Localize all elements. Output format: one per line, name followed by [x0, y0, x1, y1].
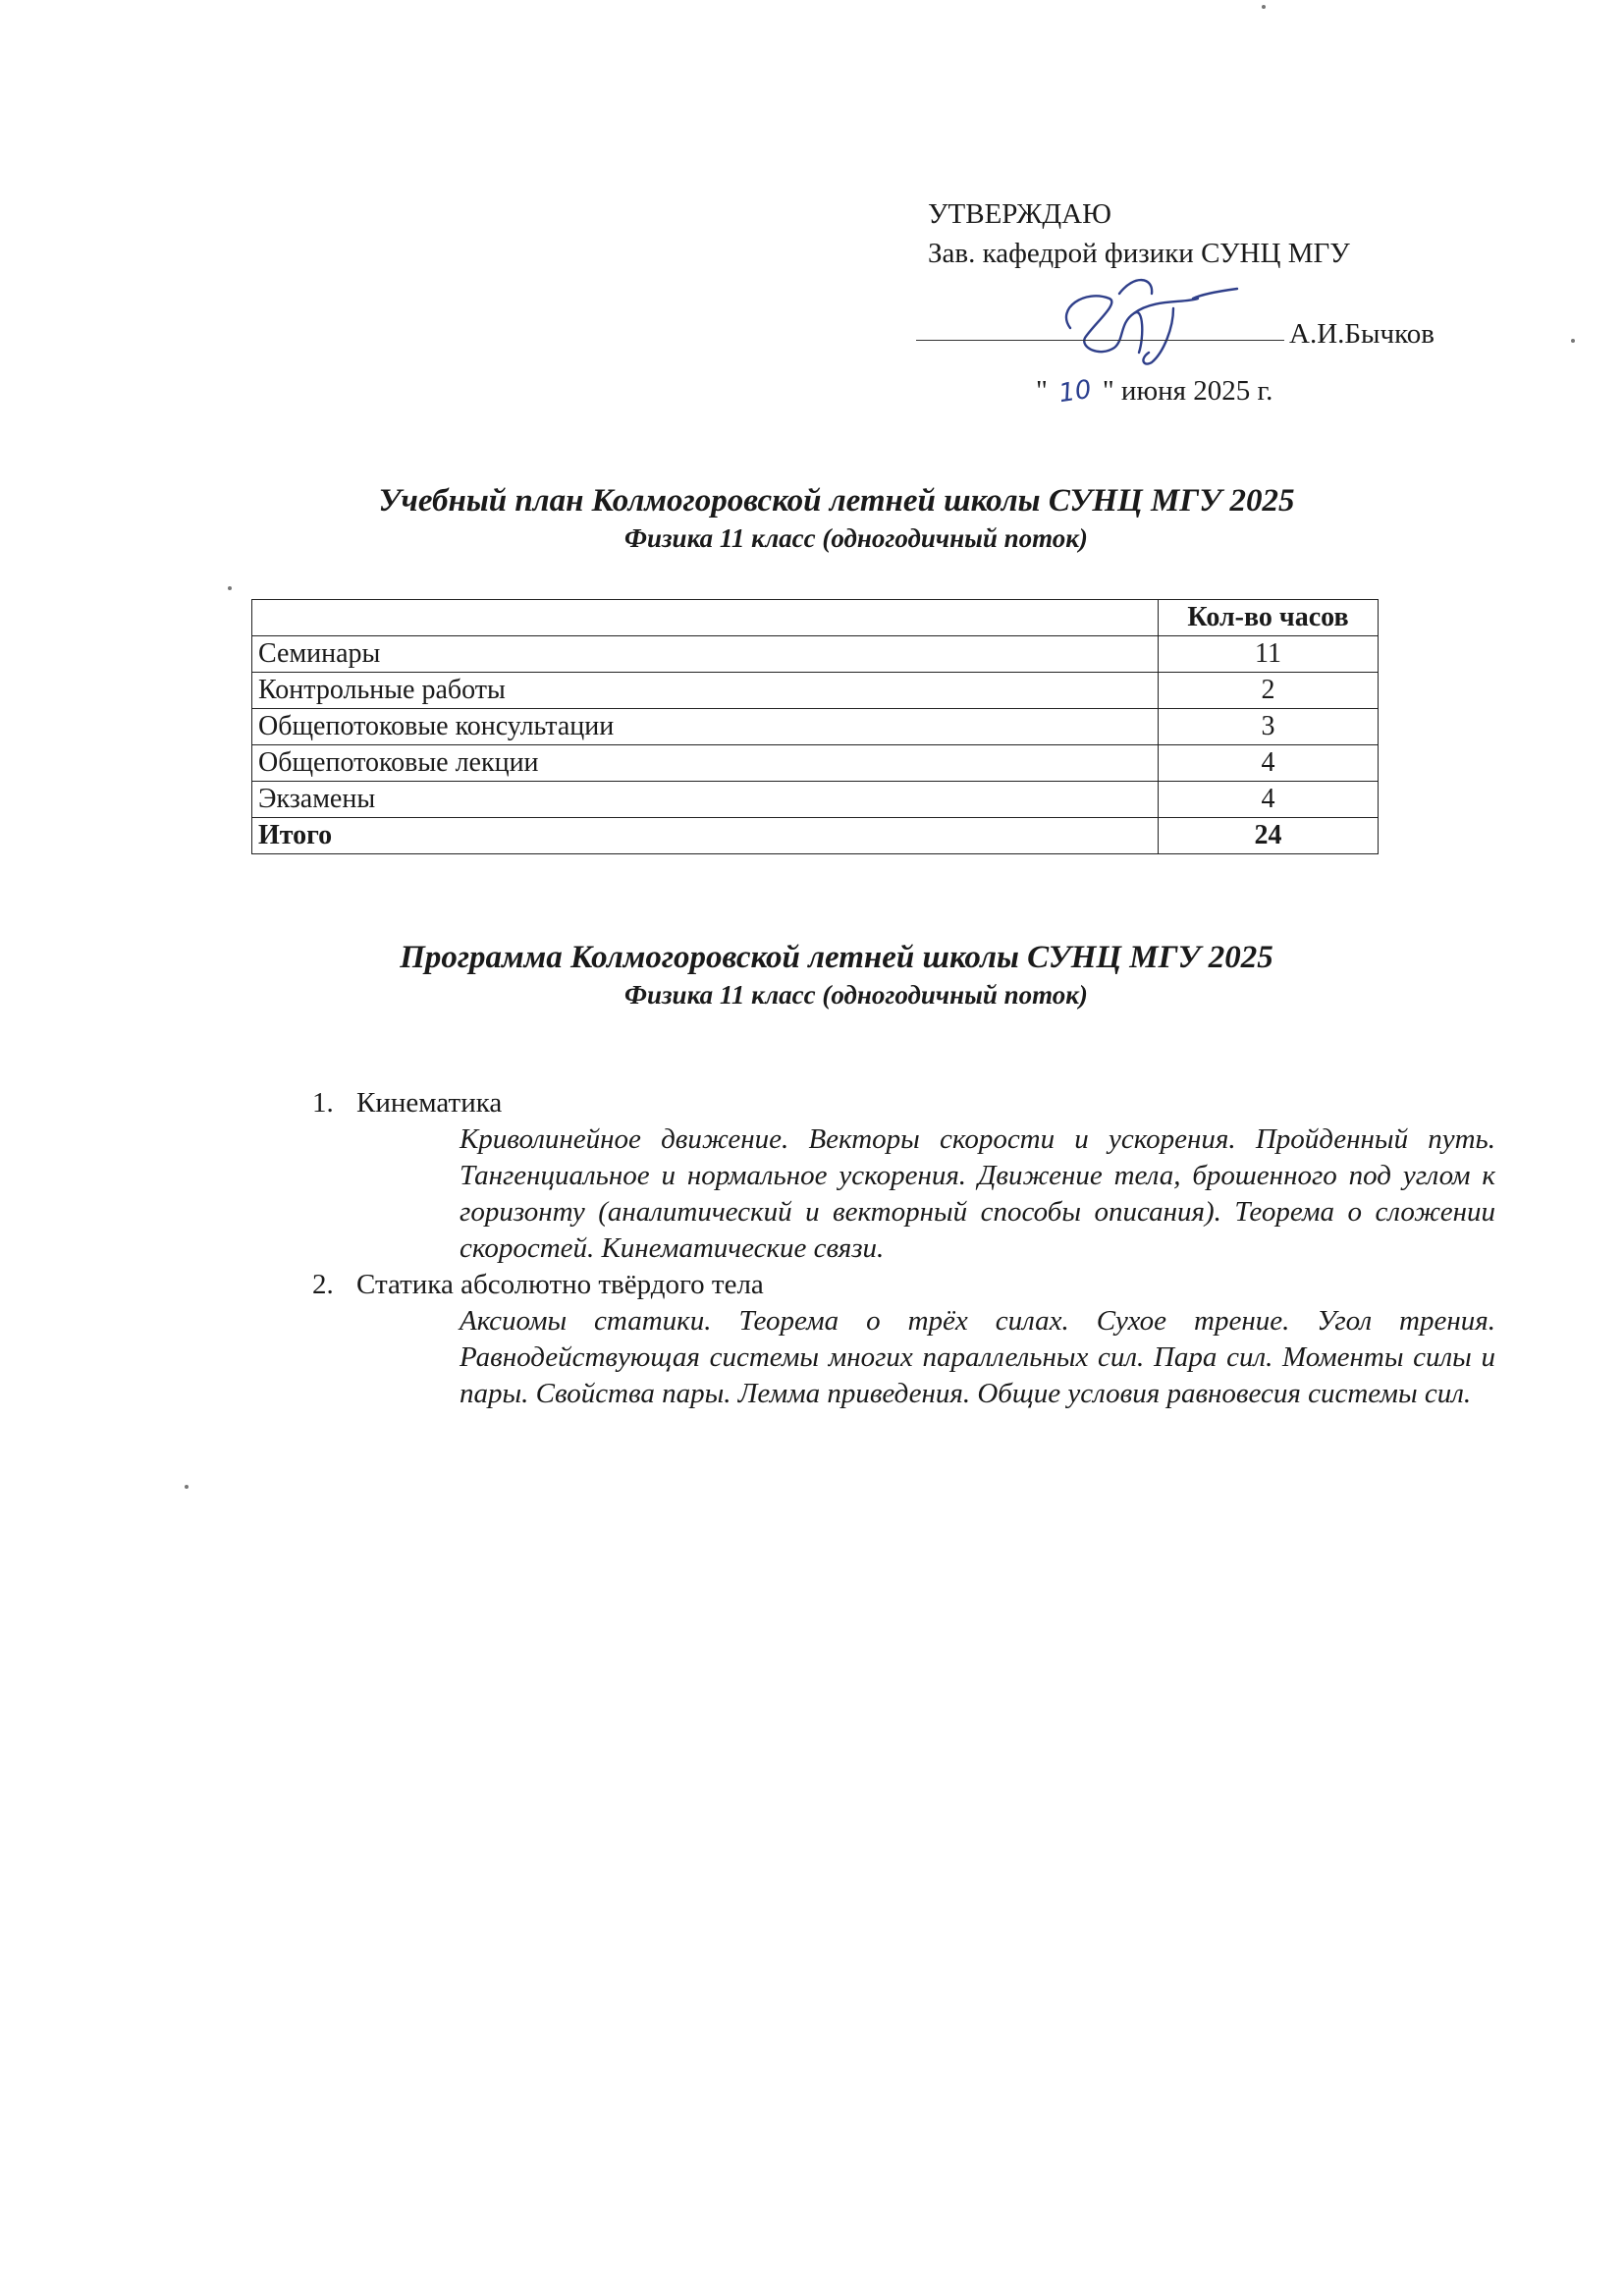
topic-description: Аксиомы статики. Теорема о трёх силах. Сухое трение. Угол трения. Равнодействующая системы многих параллельных сил. Пара сил. Моменты силы и пары. Свойства пары. Лемма приведения. Общие условия равновесия системы сил.: [460, 1305, 1495, 1409]
date-day-handwritten: 10: [1056, 374, 1094, 410]
table-row: [252, 709, 1379, 745]
program-heading: [0, 938, 1624, 1012]
list-item: [312, 1267, 1495, 1412]
row-name: Контрольные работы: [252, 673, 1159, 709]
scan-speck: [1262, 5, 1266, 9]
row-name: Экзамены: [252, 782, 1159, 818]
signature-row: [928, 308, 1478, 352]
scan-speck: [1571, 339, 1575, 343]
approval-title: УТВЕРЖДАЮ: [928, 198, 1111, 230]
topic-number: 2.: [312, 1269, 334, 1300]
program-list: [312, 1085, 1495, 1412]
plan-subtitle: Физика 11 класс (одногодичный поток): [624, 523, 1088, 553]
handwritten-signature: [1026, 269, 1262, 377]
header-hours-cell: Кол-во часов: [1159, 600, 1379, 636]
list-item: [312, 1085, 1495, 1267]
approval-date: [1036, 371, 1478, 414]
topic-title: [312, 1085, 1495, 1121]
table-row: [252, 745, 1379, 782]
date-suffix: " июня 2025 г.: [1102, 375, 1273, 407]
row-hours: 3: [1159, 709, 1379, 745]
row-name: Общепотоковые консультации: [252, 709, 1159, 745]
row-name: Семинары: [252, 636, 1159, 673]
plan-table: [251, 599, 1379, 854]
row-hours: 4: [1159, 745, 1379, 782]
topic-title-text: Статика абсолютно твёрдого тела: [356, 1269, 764, 1300]
table-total-row: [252, 818, 1379, 854]
row-hours: 11: [1159, 636, 1379, 673]
approver-name: А.И.Бычков: [1289, 318, 1435, 350]
header-name-cell: [252, 600, 1159, 636]
topic-title-text: Кинематика: [356, 1087, 503, 1119]
topic-description: Криволинейное движение. Векторы скорости и ускорения. Пройденный путь. Тангенциальное и нормальное ускорения. Движение тела, брошенного под углом к горизонту (аналитический и векторный способы описания). Теорема о сложении скоростей. Кинематические связи.: [460, 1123, 1495, 1264]
topic-number: 1.: [312, 1087, 334, 1119]
total-name: Итого: [252, 818, 1159, 854]
scan-speck: [228, 586, 232, 590]
table-row: [252, 673, 1379, 709]
approval-block: [928, 194, 1478, 414]
approval-position: Зав. кафедрой физики СУНЦ МГУ: [928, 238, 1350, 269]
row-hours: 2: [1159, 673, 1379, 709]
total-hours: 24: [1159, 818, 1379, 854]
row-hours: 4: [1159, 782, 1379, 818]
program-subtitle: Физика 11 класс (одногодичный поток): [624, 980, 1088, 1010]
signature-line: [916, 340, 1284, 341]
table-header-row: [252, 600, 1379, 636]
row-name: Общепотоковые лекции: [252, 745, 1159, 782]
table-row: [252, 782, 1379, 818]
plan-title: Учебный план Колмогоровской летней школы СУНЦ МГУ 2025: [378, 483, 1295, 519]
plan-heading: [0, 481, 1624, 556]
topic-title: [312, 1267, 1495, 1303]
scan-speck: [185, 1485, 189, 1489]
date-prefix: ": [1036, 375, 1048, 407]
table-row: [252, 636, 1379, 673]
program-title: Программа Колмогоровской летней школы СУНЦ МГУ 2025: [400, 940, 1273, 975]
